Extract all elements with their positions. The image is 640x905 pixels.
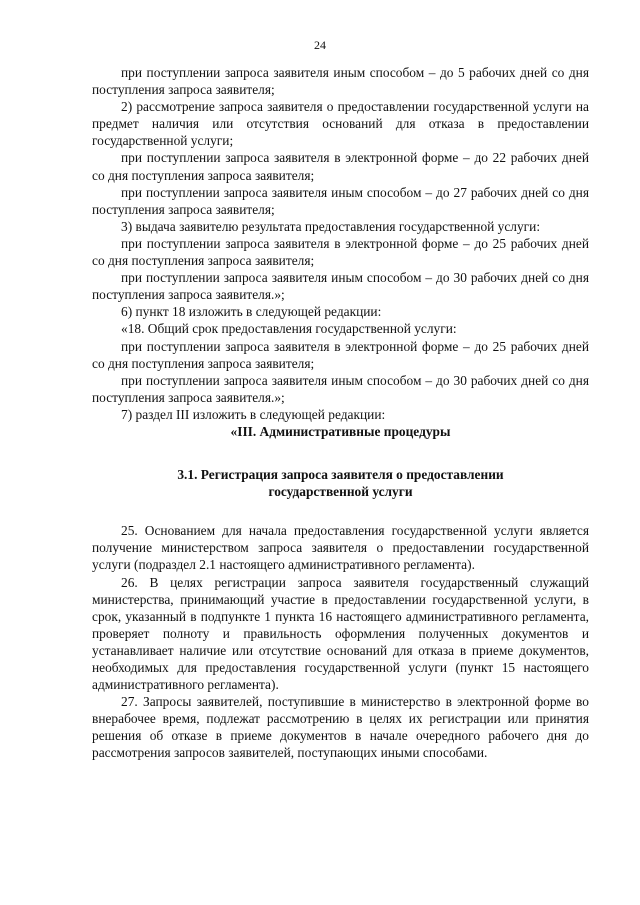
subsection-heading-line1: 3.1. Регистрация запроса заявителя о предоставлении <box>177 467 504 483</box>
page-number: 24 <box>314 38 326 52</box>
paragraph: при поступлении запроса заявителя иным способом – до 5 рабочих дней со дня поступления запроса заявителя; <box>92 65 589 98</box>
paragraph: при поступлении запроса заявителя иным способом – до 30 рабочих дней со дня поступления запроса заявителя.»; <box>92 372 589 405</box>
paragraph: 2) рассмотрение запроса заявителя о предоставлении государственной услуги на предмет наличия или отсутствия оснований для отказа в предоставлении государственной услуги; <box>92 99 589 149</box>
paragraph: «18. Общий срок предоставления государственной услуги: <box>121 321 457 337</box>
paragraph: при поступлении запроса заявителя иным способом – до 27 рабочих дней со дня поступления запроса заявителя; <box>92 184 589 217</box>
paragraph: при поступлении запроса заявителя иным способом – до 30 рабочих дней со дня поступления запроса заявителя.»; <box>92 270 589 303</box>
document-body <box>92 64 589 762</box>
paragraph: 6) пункт 18 изложить в следующей редакции: <box>121 304 382 320</box>
paragraph: 3) выдача заявителю результата предоставления государственной услуги: <box>121 218 541 234</box>
section-heading: «III. Административные процедуры <box>230 423 451 439</box>
paragraph: при поступлении запроса заявителя в электронной форме – до 22 рабочих дней со дня поступления запроса заявителя; <box>92 150 589 183</box>
paragraph: при поступлении запроса заявителя в электронной форме – до 25 рабочих дней со дня поступления запроса заявителя; <box>92 338 589 371</box>
paragraph: 27. Запросы заявителей, поступившие в министерство в электронной форме во внерабочее время, подлежат рассмотрению в целях их регистрации или принятия решения об отказе в приеме документов в начале очередного рабочего дня до рассмотрения запросов заявителей, поступающих иными способами. <box>92 694 589 761</box>
paragraph: 26. В целях регистрации запроса заявителя государственный служащий министерства, принимающий участие в предоставлении государственной услуги, в срок, указанный в подпункте 1 пункта 16 настоящего административного регламента, проверяет полноту и правильность оформления полученных документов и устанавливает наличие или отсутствие оснований для отказа в приеме документов, необходимых для предоставления государственной услуги (пункт 15 настоящего административного регламента). <box>92 574 589 693</box>
paragraph: 7) раздел III изложить в следующей редакции: <box>121 406 386 422</box>
paragraph: 25. Основанием для начала предоставления государственной услуги является получение министерством запроса заявителя о предоставлении государственной услуги (подраздел 2.1 настоящего административного регламента). <box>92 523 589 573</box>
paragraph: при поступлении запроса заявителя в электронной форме – до 25 рабочих дней со дня поступления запроса заявителя; <box>92 235 589 269</box>
subsection-heading-line2: государственной услуги <box>268 484 413 500</box>
